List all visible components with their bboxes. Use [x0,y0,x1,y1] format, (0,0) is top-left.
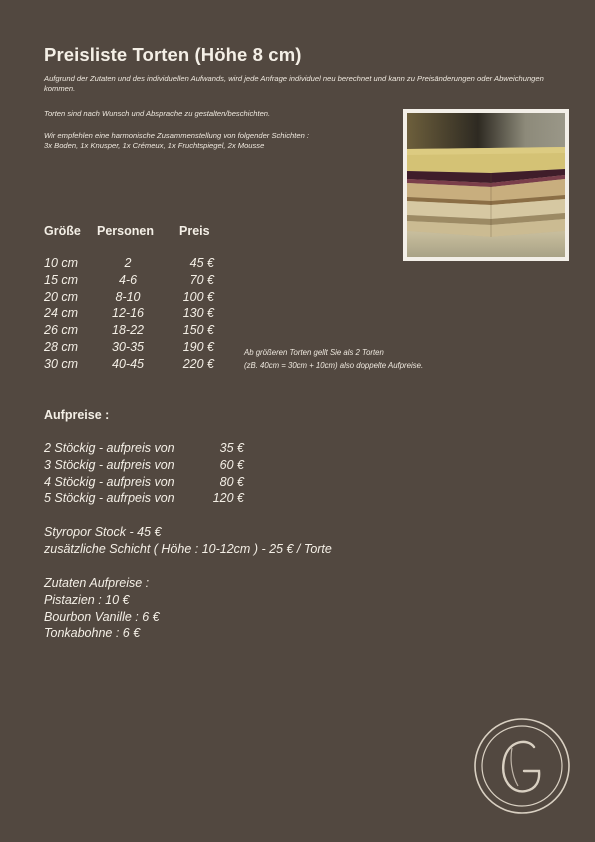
tier-price: 60 € [219,457,244,472]
list-item [44,441,244,458]
intro-text: Aufgrund der Zutaten und des individuellen Aufwands, wird jede Anfrage individuel neu berechnet und kann zu Preisänderungen oder Abweichungen kommen. [44,74,544,93]
cell-price: 45 € [189,256,214,270]
large-cake-note-line-2: (zB. 40cm = 30cm + 10cm) also doppelte Aufpreise. [244,360,424,370]
cell-price: 100 € [182,289,214,304]
table-row [44,290,224,307]
cell-persons: 8-10 [115,289,141,304]
extra-surcharges [44,525,332,559]
list-item: Bourbon Vanille : 6 € [44,609,160,624]
logo-emblem-icon [472,716,572,816]
tier-price: 120 € [212,491,244,506]
price-table [44,256,224,374]
cell-size: 15 cm [44,272,79,287]
cell-price: 130 € [182,306,214,321]
list-item: Pistazien : 10 € [44,592,130,607]
cell-price: 150 € [182,323,214,338]
custom-note: Torten sind nach Wunsch und Absprache zu gestalten/beschichten. [44,109,271,118]
tier-label: 4 Stöckig - aufpreis von [44,474,175,489]
table-row [44,256,224,273]
cell-size: 20 cm [44,289,79,304]
cell-price: 70 € [189,272,214,287]
cell-size: 10 cm [44,256,79,270]
list-item [44,458,244,475]
cake-slice-photo [403,109,569,261]
layers-note-line-2: 3x Boden, 1x Knusper, 1x Crémeux, 1x Fruchtspiegel, 2x Mousse [44,140,265,150]
list-item [44,491,244,508]
cell-size: 26 cm [44,323,79,338]
large-cake-note [244,347,423,372]
cell-persons: 4-6 [118,272,138,287]
column-header-size: Größe [44,224,81,238]
cell-size: 28 cm [44,339,79,354]
layers-note-line-1: Wir empfehlen eine harmonische Zusammenstellung von folgender Schichten : [44,131,310,140]
page-title: Preisliste Torten (Höhe 8 cm) [44,44,302,65]
extra-layer-line: zusätzliche Schicht ( Höhe : 10-12cm ) - 25 € / Torte [44,541,332,556]
cell-price: 220 € [182,356,214,371]
layers-note [44,131,309,150]
tier-surcharges [44,441,244,508]
brand-logo [472,716,572,816]
list-item: Tonkabohne : 6 € [44,626,141,641]
table-row [44,306,224,323]
tier-label: 3 Stöckig - aufpreis von [44,457,175,472]
cell-persons: 12-16 [112,306,144,321]
column-header-persons: Personen [97,224,154,238]
ingredient-surcharges [44,576,160,643]
surcharges-title: Aufpreise : [44,408,110,422]
cell-persons: 40-45 [112,356,144,371]
cell-persons: 18-22 [112,323,144,338]
table-row [44,273,224,290]
cell-price: 190 € [182,339,214,354]
cake-slice-image [407,113,565,257]
table-row [44,340,224,357]
column-header-price: Preis [179,224,210,238]
list-item [44,475,244,492]
large-cake-note-line-1: Ab größeren Torten gellt Sie als 2 Torten [244,348,384,357]
tier-label: 2 Stöckig - aufpreis von [44,441,175,455]
table-row [44,357,224,374]
ingredients-title: Zutaten Aufpreise : [44,576,150,590]
cell-persons: 30-35 [112,339,144,354]
tier-price: 35 € [219,441,244,455]
cell-persons: 2 [124,256,132,270]
tier-label: 5 Stöckig - aufrpeis von [44,491,175,506]
cell-size: 24 cm [44,306,79,321]
styropor-line: Styropor Stock - 45 € [44,525,162,539]
cell-size: 30 cm [44,356,79,371]
table-row [44,323,224,340]
tier-price: 80 € [219,474,244,489]
